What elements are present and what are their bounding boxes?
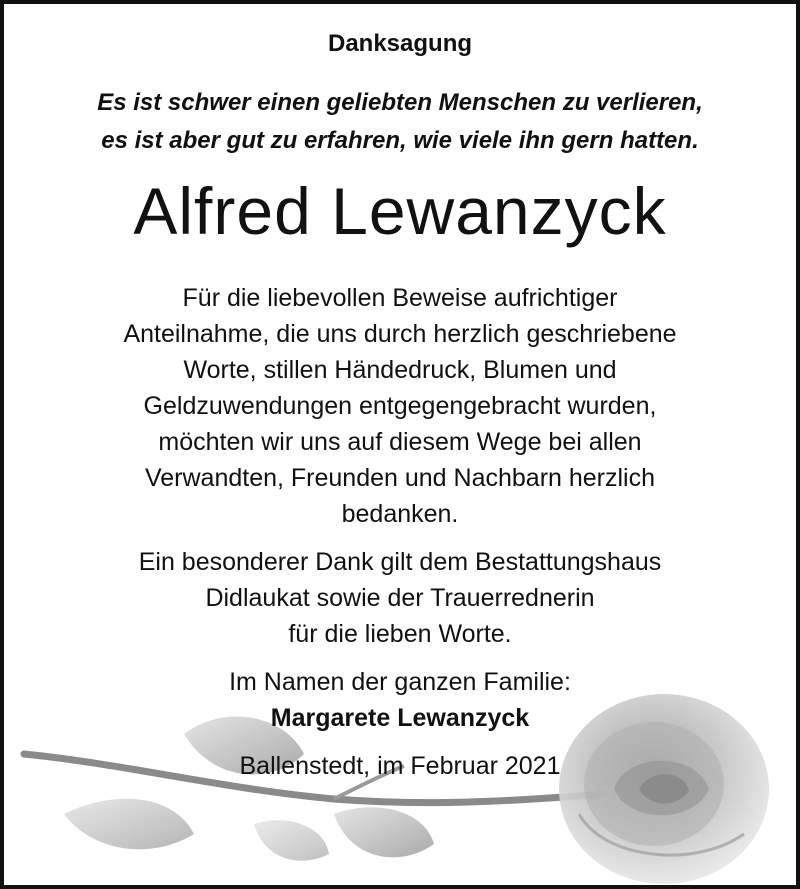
text-line: für die lieben Worte. (288, 620, 512, 648)
text-line: Worte, stillen Händedruck, Blumen und (183, 356, 617, 384)
special-thanks-paragraph (4, 544, 796, 652)
deceased-name: Alfred Lewanzyck (133, 174, 667, 248)
motto-line: Es ist schwer einen geliebten Menschen zu verlieren, (97, 89, 703, 116)
text-line: Geldzuwendungen entgegengebracht wurden, (143, 392, 657, 420)
text-line: Ein besonderer Dank gilt dem Bestattungshaus (138, 548, 662, 576)
notice-body (4, 280, 796, 796)
text-line: Didlaukat sowie der Trauerrednerin (205, 584, 595, 612)
motto-line: es ist aber gut zu erfahren, wie viele ihn gern hatten. (101, 127, 699, 154)
signature-block (4, 664, 796, 736)
text-line: Für die liebevollen Beweise aufrichtiger (182, 284, 618, 312)
notice-heading: Danksagung (327, 30, 473, 57)
thanks-paragraph (4, 280, 796, 532)
signer-name: Margarete Lewanzyck (270, 704, 530, 732)
place-date: Ballenstedt, im Februar 2021 (239, 752, 561, 780)
closing-line: Im Namen der ganzen Familie: (229, 668, 571, 696)
text-line: möchten wir uns auf diesem Wege bei allen (158, 428, 642, 456)
text-line: Anteilnahme, die uns durch herzlich geschriebene (123, 320, 677, 348)
text-line: Verwandten, Freunden und Nachbarn herzlich (144, 464, 656, 492)
text-line: bedanken. (341, 500, 459, 528)
place-date-block (4, 748, 796, 784)
motto-quote (4, 84, 796, 160)
